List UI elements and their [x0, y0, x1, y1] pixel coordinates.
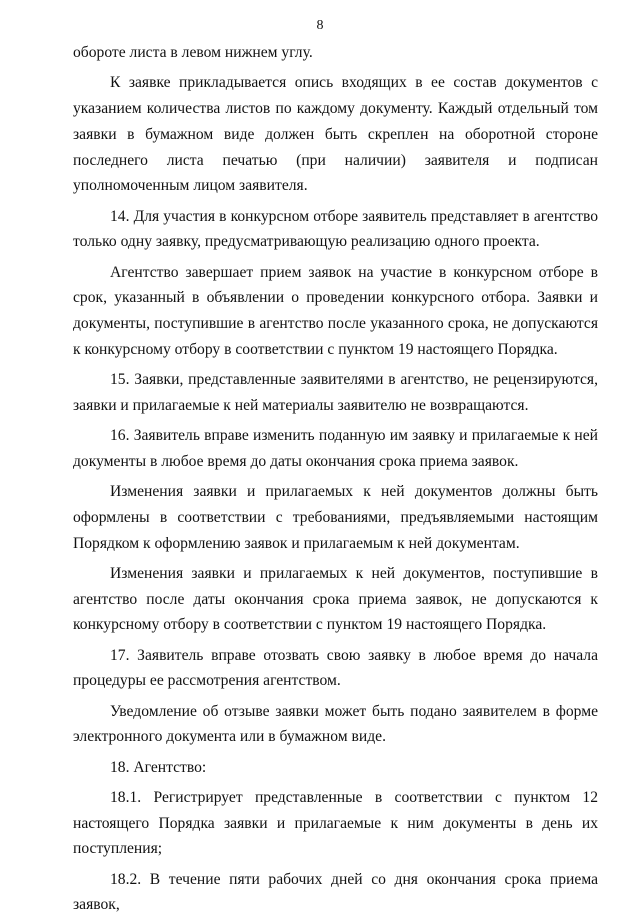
paragraph-agency-deadline: Агентство завершает прием заявок на участие в конкурсном отборе в срок, указанный в объявлении о проведении конкурсного отбора. Заявки и документы, поступившие в агентство после указанного срока, не допускаются к конкурсному отбору в соответствии с пунктом 19 настоящего Порядка.	[73, 263, 598, 358]
paragraph-18-2: 18.2. В течение пяти рабочих дней со дня окончания срока приема заявок,	[73, 870, 598, 914]
document-body	[73, 40, 598, 923]
paragraph-15: 15. Заявки, представленные заявителями в агентство, не рецензируются, заявки и прилагаемые к ней материалы заявителю не возвращаются.	[73, 371, 598, 414]
paragraph-18-1: 18.1. Регистрирует представленные в соответствии с пунктом 12 настоящего Порядка заявки и прилагаемые к ним документы в день их поступления;	[73, 788, 598, 858]
paragraph-inventory: К заявке прикладывается опись входящих в ее состав документов с указанием количества листов по каждому документу. Каждый отдельный том заявки в бумажном виде должен быть скреплен на оборотной стороне последнего листа печатью (при наличии) заявителя и подписан уполномоченным лицом заявителя.	[73, 74, 598, 195]
paragraph-changes-late: Изменения заявки и прилагаемых к ней документов, поступившие в агентство после даты окончания срока приема заявок, не допускаются к конкурсному отбору в соответствии с пунктом 19 настоящего Порядка.	[73, 564, 598, 634]
page-number: 8	[316, 18, 324, 33]
paragraph-continuation: обороте листа в левом нижнем углу.	[73, 44, 313, 61]
paragraph-14: 14. Для участия в конкурсном отборе заявитель представляет в агентство только одну заявку, предусматривающую реализацию одного проекта.	[73, 207, 598, 251]
paragraph-changes-format: Изменения заявки и прилагаемых к ней документов должны быть оформлены в соответствии с требованиями, предъявляемыми настоящим Порядком к оформлению заявок и прилагаемым к ней документам.	[73, 483, 598, 552]
paragraph-18: 18. Агентство:	[110, 758, 207, 776]
paragraph-17: 17. Заявитель вправе отозвать свою заявку в любое время до начала процедуры ее рассмотрения агентством.	[73, 646, 598, 690]
paragraph-withdrawal-notice: Уведомление об отзыве заявки может быть подано заявителем в форме электронного документа или в бумажном виде.	[73, 702, 598, 746]
paragraph-16: 16. Заявитель вправе изменить поданную им заявку и прилагаемые к ней документы в любое время до даты окончания срока приема заявок.	[73, 427, 598, 470]
